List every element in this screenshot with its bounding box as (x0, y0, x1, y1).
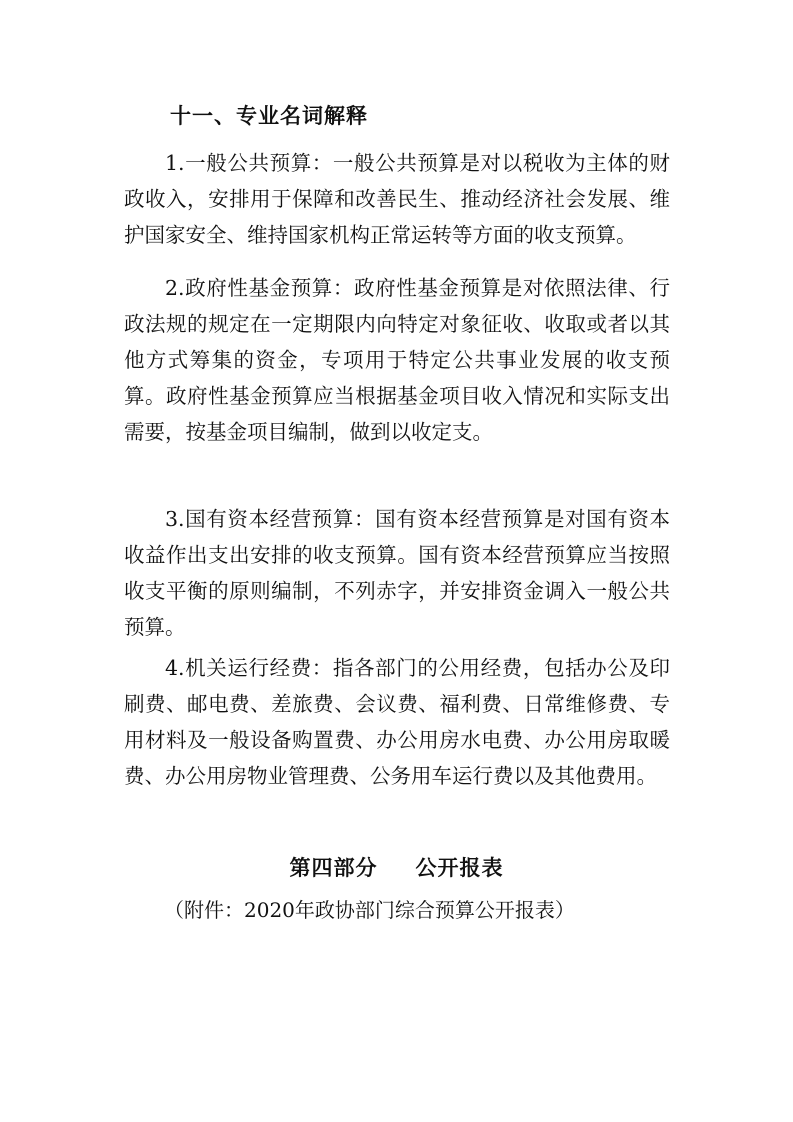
definition-paragraph-state-capital-budget: 3.国有资本经营预算：国有资本经营预算是对国有资本收益作出支出安排的收支预算。国有资本经营预算应当按照收支平衡的原则编制，不列赤字，并安排资金调入一般公共预算。 (124, 507, 670, 639)
part-name: 公开报表 (415, 856, 504, 880)
attachment-note: （附件：2020年政协部门综合预算公开报表） (164, 898, 575, 922)
part-title (0, 852, 793, 882)
part-number: 第四部分 (289, 856, 378, 880)
definition-paragraph-general-budget: 1.一般公共预算：一般公共预算是对以税收为主体的财政收入，安排用于保障和改善民生、推动经济社会发展、维护国家安全、维持国家机构正常运转等方面的收支预算。 (124, 151, 670, 247)
definition-paragraph-operating-expenses: 4.机关运行经费：指各部门的公用经费，包括办公及印刷费、邮电费、差旅费、会议费、福利费、日常维修费、专用材料及一般设备购置费、办公用房水电费、办公用房取暖费、办公用房物业管理费、公务用车运行费以及其他费用。 (124, 656, 670, 788)
definition-paragraph-government-fund-budget: 2.政府性基金预算：政府性基金预算是对依照法律、行政法规的规定在一定期限内向特定对象征收、收取或者以其他方式筹集的资金，专项用于特定公共事业发展的收支预算。政府性基金预算应当根据基金项目收入情况和实际支出需要，按基金项目编制，做到以收定支。 (124, 276, 670, 444)
section-heading: 十一、专业名词解释 (170, 104, 368, 128)
